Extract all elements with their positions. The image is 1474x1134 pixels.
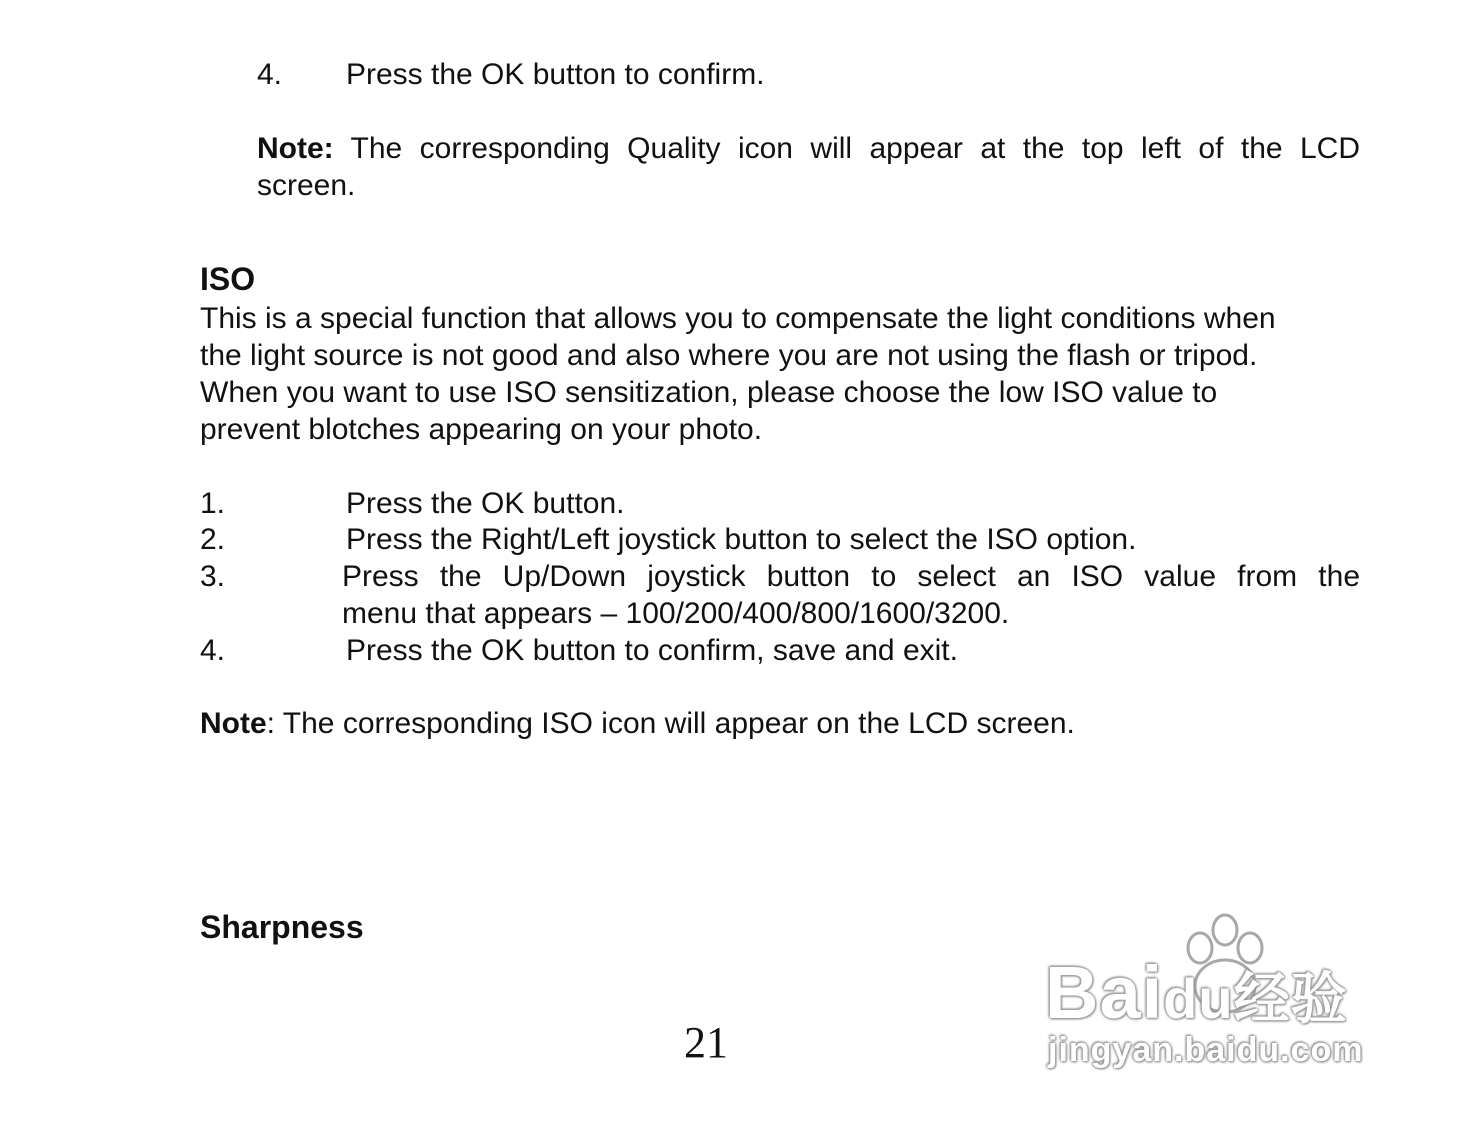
top-step-text: Press the OK button to confirm.	[346, 58, 765, 91]
sharpness-heading: Sharpness	[200, 909, 364, 945]
baidu-watermark	[1040, 908, 1390, 1083]
watermark-cn: 经验	[1233, 967, 1348, 1032]
iso-note	[200, 705, 1075, 742]
iso-note-text: : The corresponding ISO icon will appear on the LCD screen.	[266, 707, 1075, 740]
iso-step-text: Press the OK button.	[346, 487, 625, 520]
iso-step-number: 2.	[200, 523, 226, 556]
iso-step-number: 4.	[200, 634, 226, 667]
iso-step-text: Press the OK button to confirm, save and exit.	[346, 634, 958, 667]
iso-heading: ISO	[200, 261, 256, 297]
iso-paragraph-line: When you want to use ISO sensitization, please choose the low ISO value to	[200, 376, 1218, 409]
iso-note-label: Note	[200, 707, 267, 740]
top-note-label: Note:	[257, 132, 334, 165]
watermark-brand: Bai	[1045, 951, 1164, 1034]
iso-step-number: 1.	[200, 487, 226, 520]
top-note-text: The corresponding Quality icon will appear at the top left of the LCD	[333, 132, 1360, 165]
top-note-line1	[257, 130, 1360, 167]
iso-step-text-continued: menu that appears – 100/200/400/800/1600/3200.	[342, 597, 1010, 630]
watermark-brand2: du	[1163, 967, 1234, 1030]
page-number: 21	[684, 1018, 728, 1067]
iso-step-number: 3.	[200, 560, 226, 593]
top-note-line2: screen.	[257, 169, 356, 202]
iso-paragraph-line: the light source is not good and also where you are not using the flash or tripod.	[200, 339, 1258, 372]
iso-step-text: Press the Up/Down joystick button to select an ISO value from the	[342, 560, 1360, 593]
iso-step-text: Press the Right/Left joystick button to select the ISO option.	[346, 523, 1137, 556]
iso-paragraph-line: This is a special function that allows you to compensate the light conditions when	[200, 302, 1276, 335]
watermark-url: jingyan.baidu.com	[1048, 1031, 1364, 1069]
iso-paragraph-line: prevent blotches appearing on your photo.	[200, 413, 763, 446]
top-step-number: 4.	[257, 58, 283, 91]
